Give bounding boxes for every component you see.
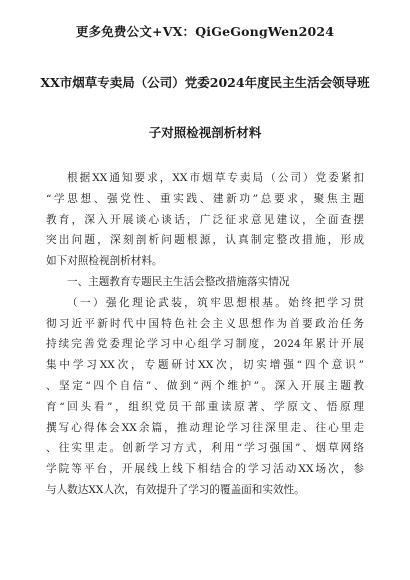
section-1-heading: 一、主题教育专题民主生活会整改措施落实情况 [67, 275, 290, 288]
watermark-text: 更多免费公文+VX：QiGeGongWen2024 [75, 24, 335, 39]
paragraph-2-line: 彻习近平新时代中国特色社会主义思想作为首要政治任务 [46, 317, 364, 330]
paragraph-2-line: 与人数达XX人次，有效提升了学习的覆盖面和实效性。 [46, 483, 305, 496]
paragraph-2-line: 、往实里走。创新学习方式，利用“学习强国”、烟草网络 [46, 442, 364, 455]
document-body [46, 168, 364, 501]
paragraph-1-line: “学思想、强党性、重实践、建新功”总要求，聚焦主题 [46, 192, 364, 205]
paragraph-2-line: 学院等平台，开展线上线下相结合的学习活动XX场次，参 [46, 463, 364, 476]
paragraph-1-line: 如下对照检视剖析材料。 [46, 255, 163, 268]
document-title-line-1: XX市烟草专卖局（公司）党委2024年度民主生活会领导班 [40, 75, 370, 90]
paragraph-1-line: 突出问题，深刻剖析问题根源，认真制定整改措施，形成 [46, 234, 364, 247]
paragraph-1-line: 教育，深入开展谈心谈话，广泛征求意见建议，全面查摆 [46, 213, 364, 226]
paragraph-2-line: 育“回头看”，组织党员干部重读原著、学原文、悟原理 [46, 400, 364, 413]
document-title-line-2: 子对照检视剖析材料 [148, 125, 262, 140]
paragraph-2-line: 集中学习XX次，专题研讨XX次，切实增强“四个意识” [46, 359, 364, 372]
paragraph-2-line: 撰写心得体会XX余篇，推动理论学习往深里走、往心里走 [46, 421, 364, 434]
paragraph-2-line: 持续完善党委理论学习中心组学习制度，2024年累计开展 [46, 338, 364, 351]
paragraph-2-line: 、坚定“四个自信”、做到“两个维护”。深入开展主题教 [46, 379, 364, 392]
subsection-1-heading: （一）强化理论武装，筑牢思想根基。始终把学习贯 [67, 296, 364, 309]
paragraph-1-line: 根据XX通知要求，XX市烟草专卖局（公司）党委紧扣 [67, 172, 364, 184]
